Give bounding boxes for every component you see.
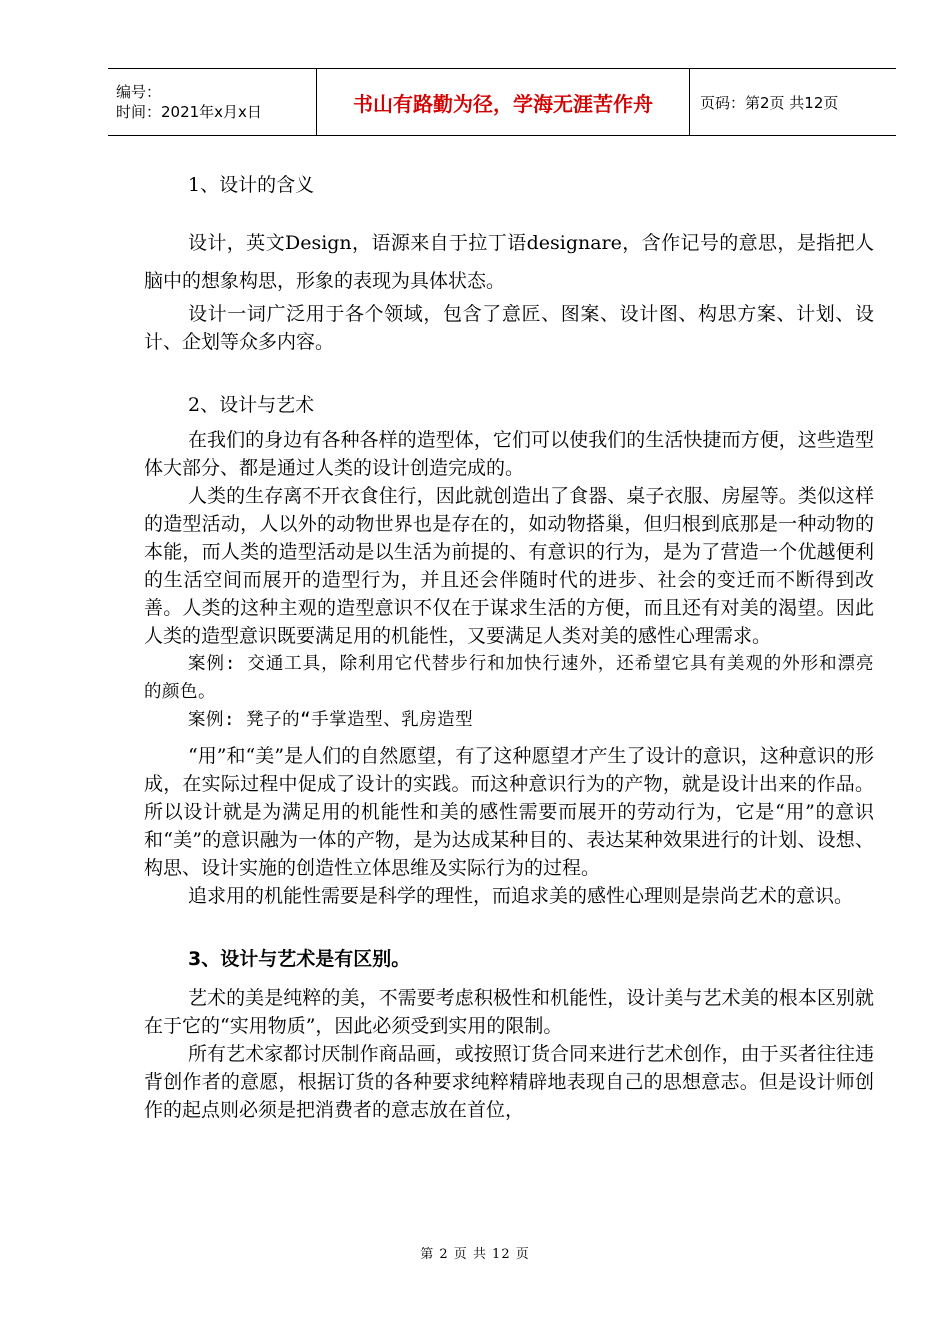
time-label: 时间：2021年x月x日 [116, 103, 262, 121]
paragraph: 在我们的身边有各种各样的造型体，它们可以使我们的生活快捷而方便，这些造型体大部分、都是通过人类的设计创造完成的。 [144, 429, 874, 479]
case-paragraph: 案例: 凳子的“手掌造型、乳房造型 [188, 710, 474, 730]
paragraph: 所有艺术家都讨厌制作商品画，或按照订货合同来进行艺术创作，由于买者往往违背创作者的意愿，根据订货的各种要求纯粹精辟地表现自己的思想意志。但是设计师创作的起点则必须是把消费者的意志放在首位， [144, 1043, 874, 1121]
header-info-cell [108, 69, 317, 135]
paragraph: 设计，英文Design，语源来自于拉丁语designare，含作记号的意思，是指把人脑中的想象构思，形象的表现为具体状态。 [144, 232, 874, 292]
motto-text: 书山有路勤为径，学海无涯苦作舟 [353, 91, 653, 116]
section-heading-2: 2、设计与艺术 [188, 394, 315, 416]
document-body [144, 170, 874, 1124]
header-motto-cell [317, 69, 690, 135]
document-header [108, 68, 896, 136]
header-page-cell [690, 69, 896, 135]
section-heading-1: 1、设计的含义 [188, 174, 315, 196]
case-paragraph: 案例: 交通工具，除利用它代替步行和加快行速外，还希望它具有美观的外形和漂亮的颜色。 [144, 654, 874, 702]
page-footer: 第 2 页 共 12 页 [420, 1247, 530, 1262]
section-heading-3: 3、设计与艺术是有区别。 [188, 948, 411, 970]
paragraph: 追求用的机能性需要是科学的理性，而追求美的感性心理则是崇尚艺术的意识。 [188, 885, 854, 907]
paragraph: 人类的生存离不开衣食住行，因此就创造出了食器、桌子衣服、房屋等。类似这样的造型活动，人以外的动物世界也是存在的，如动物搭巢，但归根到底那是一种动物的本能，而人类的造型活动是以生活为前提的、有意识的行为，是为了营造一个优越便利的生活空间而展开的造型行为，并且还会伴随时代的进步、社会的变迁而不断得到改善。人类的这种主观的造型意识不仅在于谋求生活的方便，而且还有对美的渴望。因此人类的造型意识既要满足用的机能性，又要满足人类对美的感性心理需求。 [144, 485, 874, 647]
paragraph: “用”和“美”是人们的自然愿望，有了这种愿望才产生了设计的意识，这种意识的形成，在实际过程中促成了设计的实践。而这种意识行为的产物，就是设计出来的作品。所以设计就是为满足用的机能性和美的感性需要而展开的劳动行为，它是“用”的意识和“美”的意识融为一体的产物，是为达成某种目的、表达某种效果进行的计划、设想、构思、设计实施的创造性立体思维及实际行为的过程。 [144, 745, 874, 879]
paragraph: 艺术的美是纯粹的美，不需要考虑积极性和机能性，设计美与艺术美的根本区别就在于它的“实用物质”，因此必须受到实用的限制。 [144, 987, 874, 1037]
paragraph: 设计一词广泛用于各个领域，包含了意匠、图案、设计图、构思方案、计划、设计、企划等众多内容。 [144, 303, 874, 353]
number-label: 编号： [116, 83, 162, 101]
page-code: 页码：第2页 共12页 [700, 93, 839, 112]
